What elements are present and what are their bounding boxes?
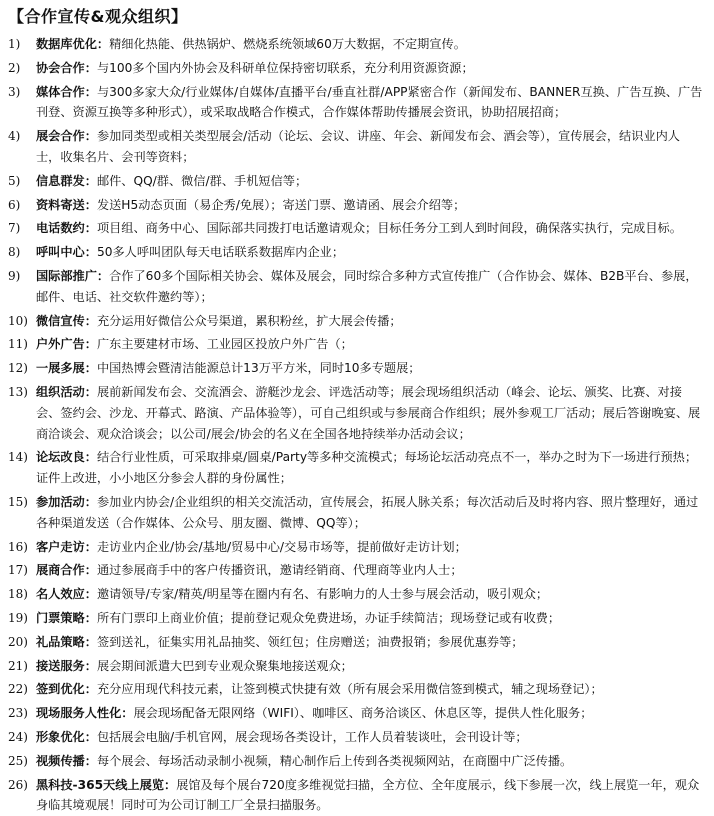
item-label: 礼品策略： bbox=[36, 635, 97, 649]
item-label: 电话数约： bbox=[36, 221, 97, 235]
item-body bbox=[36, 171, 704, 192]
item-label: 接送服务： bbox=[36, 659, 97, 673]
promotion-list bbox=[8, 34, 704, 816]
item-body bbox=[36, 242, 704, 263]
item-label: 展商合作： bbox=[36, 563, 97, 577]
item-body bbox=[36, 656, 704, 677]
item-body bbox=[36, 34, 704, 55]
item-label: 数据库优化： bbox=[36, 37, 109, 51]
item-number: 12) bbox=[8, 358, 36, 379]
list-item bbox=[8, 584, 704, 605]
item-label: 呼叫中心： bbox=[36, 245, 97, 259]
item-number: 17) bbox=[8, 560, 36, 581]
item-number: 14) bbox=[8, 447, 36, 468]
list-item bbox=[8, 608, 704, 629]
list-item bbox=[8, 537, 704, 558]
item-body bbox=[36, 632, 704, 653]
list-item bbox=[8, 311, 704, 332]
list-item bbox=[8, 58, 704, 79]
item-body bbox=[36, 537, 704, 558]
item-body bbox=[36, 560, 704, 581]
item-number: 3) bbox=[8, 82, 36, 103]
item-text: 充分运用好微信公众号渠道，累积粉丝，扩大展会传播； bbox=[97, 314, 402, 328]
item-body bbox=[36, 703, 704, 724]
item-label: 资料寄送： bbox=[36, 198, 97, 212]
item-text: 展馆及每个展台720度多维视觉扫描，全方位、全年度展示，线下参展一次，线上展览一年，观众身临其境观展！同时可为公司订制工厂全景扫描服务。 bbox=[36, 778, 699, 813]
item-number: 22) bbox=[8, 679, 36, 700]
page-title: 【合作宣传&观众组织】 bbox=[8, 4, 704, 30]
item-body bbox=[36, 266, 704, 308]
item-number: 21) bbox=[8, 656, 36, 677]
item-body bbox=[36, 358, 704, 379]
item-body bbox=[36, 82, 704, 124]
item-label: 微信宣传： bbox=[36, 314, 97, 328]
list-item bbox=[8, 171, 704, 192]
item-text: 精细化热能、供热锅炉、燃烧系统领域60万大数据，不定期宣传。 bbox=[109, 37, 466, 51]
item-body bbox=[36, 584, 704, 605]
item-body bbox=[36, 58, 704, 79]
item-text: 包括展会电脑/手机官网，展会现场各类设计，工作人员着装谈吐，会刊设计等； bbox=[97, 730, 528, 744]
item-label: 协会合作： bbox=[36, 61, 97, 75]
item-label: 一展多展： bbox=[36, 361, 97, 375]
item-label: 信息群发： bbox=[36, 174, 97, 188]
item-text: 通过参展商手中的客户传播资讯，邀请经销商、代理商等业内人士； bbox=[97, 563, 463, 577]
item-number: 7) bbox=[8, 218, 36, 239]
item-text: 每个展会、每场活动录制小视频，精心制作后上传到各类视频网站，在商圈中广泛传播。 bbox=[97, 754, 572, 768]
list-item bbox=[8, 266, 704, 308]
item-number: 18) bbox=[8, 584, 36, 605]
item-text: 与100多个国内外协会及科研单位保持密切联系，充分利用资源资源； bbox=[97, 61, 474, 75]
item-number: 16) bbox=[8, 537, 36, 558]
item-body bbox=[36, 195, 704, 216]
item-number: 6) bbox=[8, 195, 36, 216]
item-text: 展会期间派遣大巴到专业观众聚集地接送观众； bbox=[97, 659, 353, 673]
item-number: 15) bbox=[8, 492, 36, 513]
item-text: 参加同类型或相关类型展会/活动（论坛、会议、讲座、年会、新闻发布会、酒会等），宣传展会，结识业内人士，收集名片、会刊等资料； bbox=[36, 129, 680, 164]
item-text: 广东主要建材市场、工业园区投放户外广告（； bbox=[97, 337, 353, 351]
list-item bbox=[8, 242, 704, 263]
item-number: 23) bbox=[8, 703, 36, 724]
item-number: 25) bbox=[8, 751, 36, 772]
list-item bbox=[8, 334, 704, 355]
item-text: 签到送礼，征集实用礼品抽奖、领红包；住房赠送；油费报销；参展优惠券等； bbox=[97, 635, 524, 649]
item-label: 论坛改良： bbox=[36, 450, 97, 464]
item-text: 展前新闻发布会、交流酒会、游艇沙龙会、评选活动等；展会现场组织活动（峰会、论坛、颁奖、比赛、对接会、签约会、沙龙、开幕式、路演、产品体验等），可自己组织或与参展商合作组织；展外参观工厂活动；展后答谢晚宴、展商洽谈会、观众洽谈会；以公司/展会/协会的名义在全国各地持续举办活动会议； bbox=[36, 385, 700, 441]
item-label: 签到优化： bbox=[36, 682, 97, 696]
item-number: 20) bbox=[8, 632, 36, 653]
item-text: 与300多家大众/行业媒体/自媒体/直播平台/垂直社群/APP紧密合作（新闻发布、BANNER互换、广告互换、广告刊登、资源互换等多种形式），或采取战略合作模式，合作媒体帮助传播展会资讯，协助招展招商； bbox=[36, 85, 702, 120]
item-label: 形象优化： bbox=[36, 730, 97, 744]
list-item bbox=[8, 447, 704, 489]
list-item bbox=[8, 34, 704, 55]
item-text: 参加业内协会/企业组织的相关交流活动，宣传展会，拓展人脉关系；每次活动后及时将内容、照片整理好，通过各种渠道发送（合作媒体、公众号、朋友圈、微博、QQ等）； bbox=[36, 495, 698, 530]
list-item bbox=[8, 82, 704, 124]
item-label: 现场服务人性化： bbox=[36, 706, 134, 720]
item-number: 13) bbox=[8, 382, 36, 403]
item-text: 发送H5动态页面（易企秀/免展）；寄送门票、邀请函、展会介绍等； bbox=[97, 198, 465, 212]
item-text: 所有门票印上商业价值；提前登记观众免费进场，办证手续简洁；现场登记或有收费； bbox=[97, 611, 560, 625]
item-body bbox=[36, 382, 704, 444]
item-number: 9) bbox=[8, 266, 36, 287]
item-number: 1) bbox=[8, 34, 36, 55]
item-number: 4) bbox=[8, 126, 36, 147]
list-item bbox=[8, 358, 704, 379]
item-number: 8) bbox=[8, 242, 36, 263]
list-item bbox=[8, 703, 704, 724]
item-number: 19) bbox=[8, 608, 36, 629]
item-body bbox=[36, 751, 704, 772]
item-label: 客户走访： bbox=[36, 540, 97, 554]
item-label: 黑科技-365天线上展览： bbox=[36, 778, 176, 792]
item-text: 邮件、QQ/群、微信/群、手机短信等； bbox=[97, 174, 307, 188]
item-label: 门票策略： bbox=[36, 611, 97, 625]
item-text: 项目组、商务中心、国际部共同拨打电话邀请观众；目标任务分工到人到时间段，确保落实执行，完成目标。 bbox=[97, 221, 682, 235]
item-text: 中国热博会暨清洁能源总计13万平方米，同时10多专题展； bbox=[97, 361, 421, 375]
item-number: 26) bbox=[8, 775, 36, 796]
item-number: 11) bbox=[8, 334, 36, 355]
item-text: 展会现场配备无限网络（WIFI）、咖啡区、商务洽谈区、休息区等，提供人性化服务； bbox=[134, 706, 593, 720]
list-item bbox=[8, 195, 704, 216]
item-text: 充分应用现代科技元素，让签到模式快捷有效（所有展会采用微信签到模式，辅之现场登记）； bbox=[97, 682, 603, 696]
item-label: 国际部推广： bbox=[36, 269, 109, 283]
item-number: 5) bbox=[8, 171, 36, 192]
item-text: 合作了60多个国际相关协会、媒体及展会，同时综合多种方式宣传推广（合作协会、媒体、B2B平台、参展，邮件、电话、社交软件邀约等）； bbox=[36, 269, 698, 304]
item-text: 走访业内企业/协会/基地/贸易中心/交易市场等，提前做好走访计划； bbox=[97, 540, 467, 554]
item-label: 媒体合作： bbox=[36, 85, 97, 99]
list-item bbox=[8, 727, 704, 748]
item-body bbox=[36, 492, 704, 534]
item-body bbox=[36, 126, 704, 168]
item-body bbox=[36, 727, 704, 748]
item-body bbox=[36, 608, 704, 629]
item-number: 24) bbox=[8, 727, 36, 748]
item-label: 参加活动： bbox=[36, 495, 97, 509]
item-body bbox=[36, 334, 704, 355]
item-text: 50多人呼叫团队每天电话联系数据库内企业； bbox=[97, 245, 344, 259]
item-text: 邀请领导/专家/精英/明星等在圈内有名、有影响力的人士参与展会活动，吸引观众； bbox=[97, 587, 548, 601]
item-text: 结合行业性质，可采取排桌/圆桌/Party等多种交流模式；每场论坛活动亮点不一，举办之时为下一场进行预热；证件上改进，小小地区分参会人群的身份属性； bbox=[36, 450, 697, 485]
list-item bbox=[8, 656, 704, 677]
list-item bbox=[8, 218, 704, 239]
list-item bbox=[8, 382, 704, 444]
item-number: 2) bbox=[8, 58, 36, 79]
list-item bbox=[8, 679, 704, 700]
list-item bbox=[8, 632, 704, 653]
item-body bbox=[36, 679, 704, 700]
item-label: 视频传播： bbox=[36, 754, 97, 768]
list-item bbox=[8, 126, 704, 168]
item-label: 组织活动： bbox=[36, 385, 97, 399]
item-body bbox=[36, 218, 704, 239]
item-number: 10) bbox=[8, 311, 36, 332]
item-label: 户外广告： bbox=[36, 337, 97, 351]
list-item bbox=[8, 492, 704, 534]
item-body bbox=[36, 311, 704, 332]
item-label: 展会合作： bbox=[36, 129, 97, 143]
list-item bbox=[8, 560, 704, 581]
item-body bbox=[36, 447, 704, 489]
item-label: 名人效应： bbox=[36, 587, 97, 601]
list-item bbox=[8, 751, 704, 772]
